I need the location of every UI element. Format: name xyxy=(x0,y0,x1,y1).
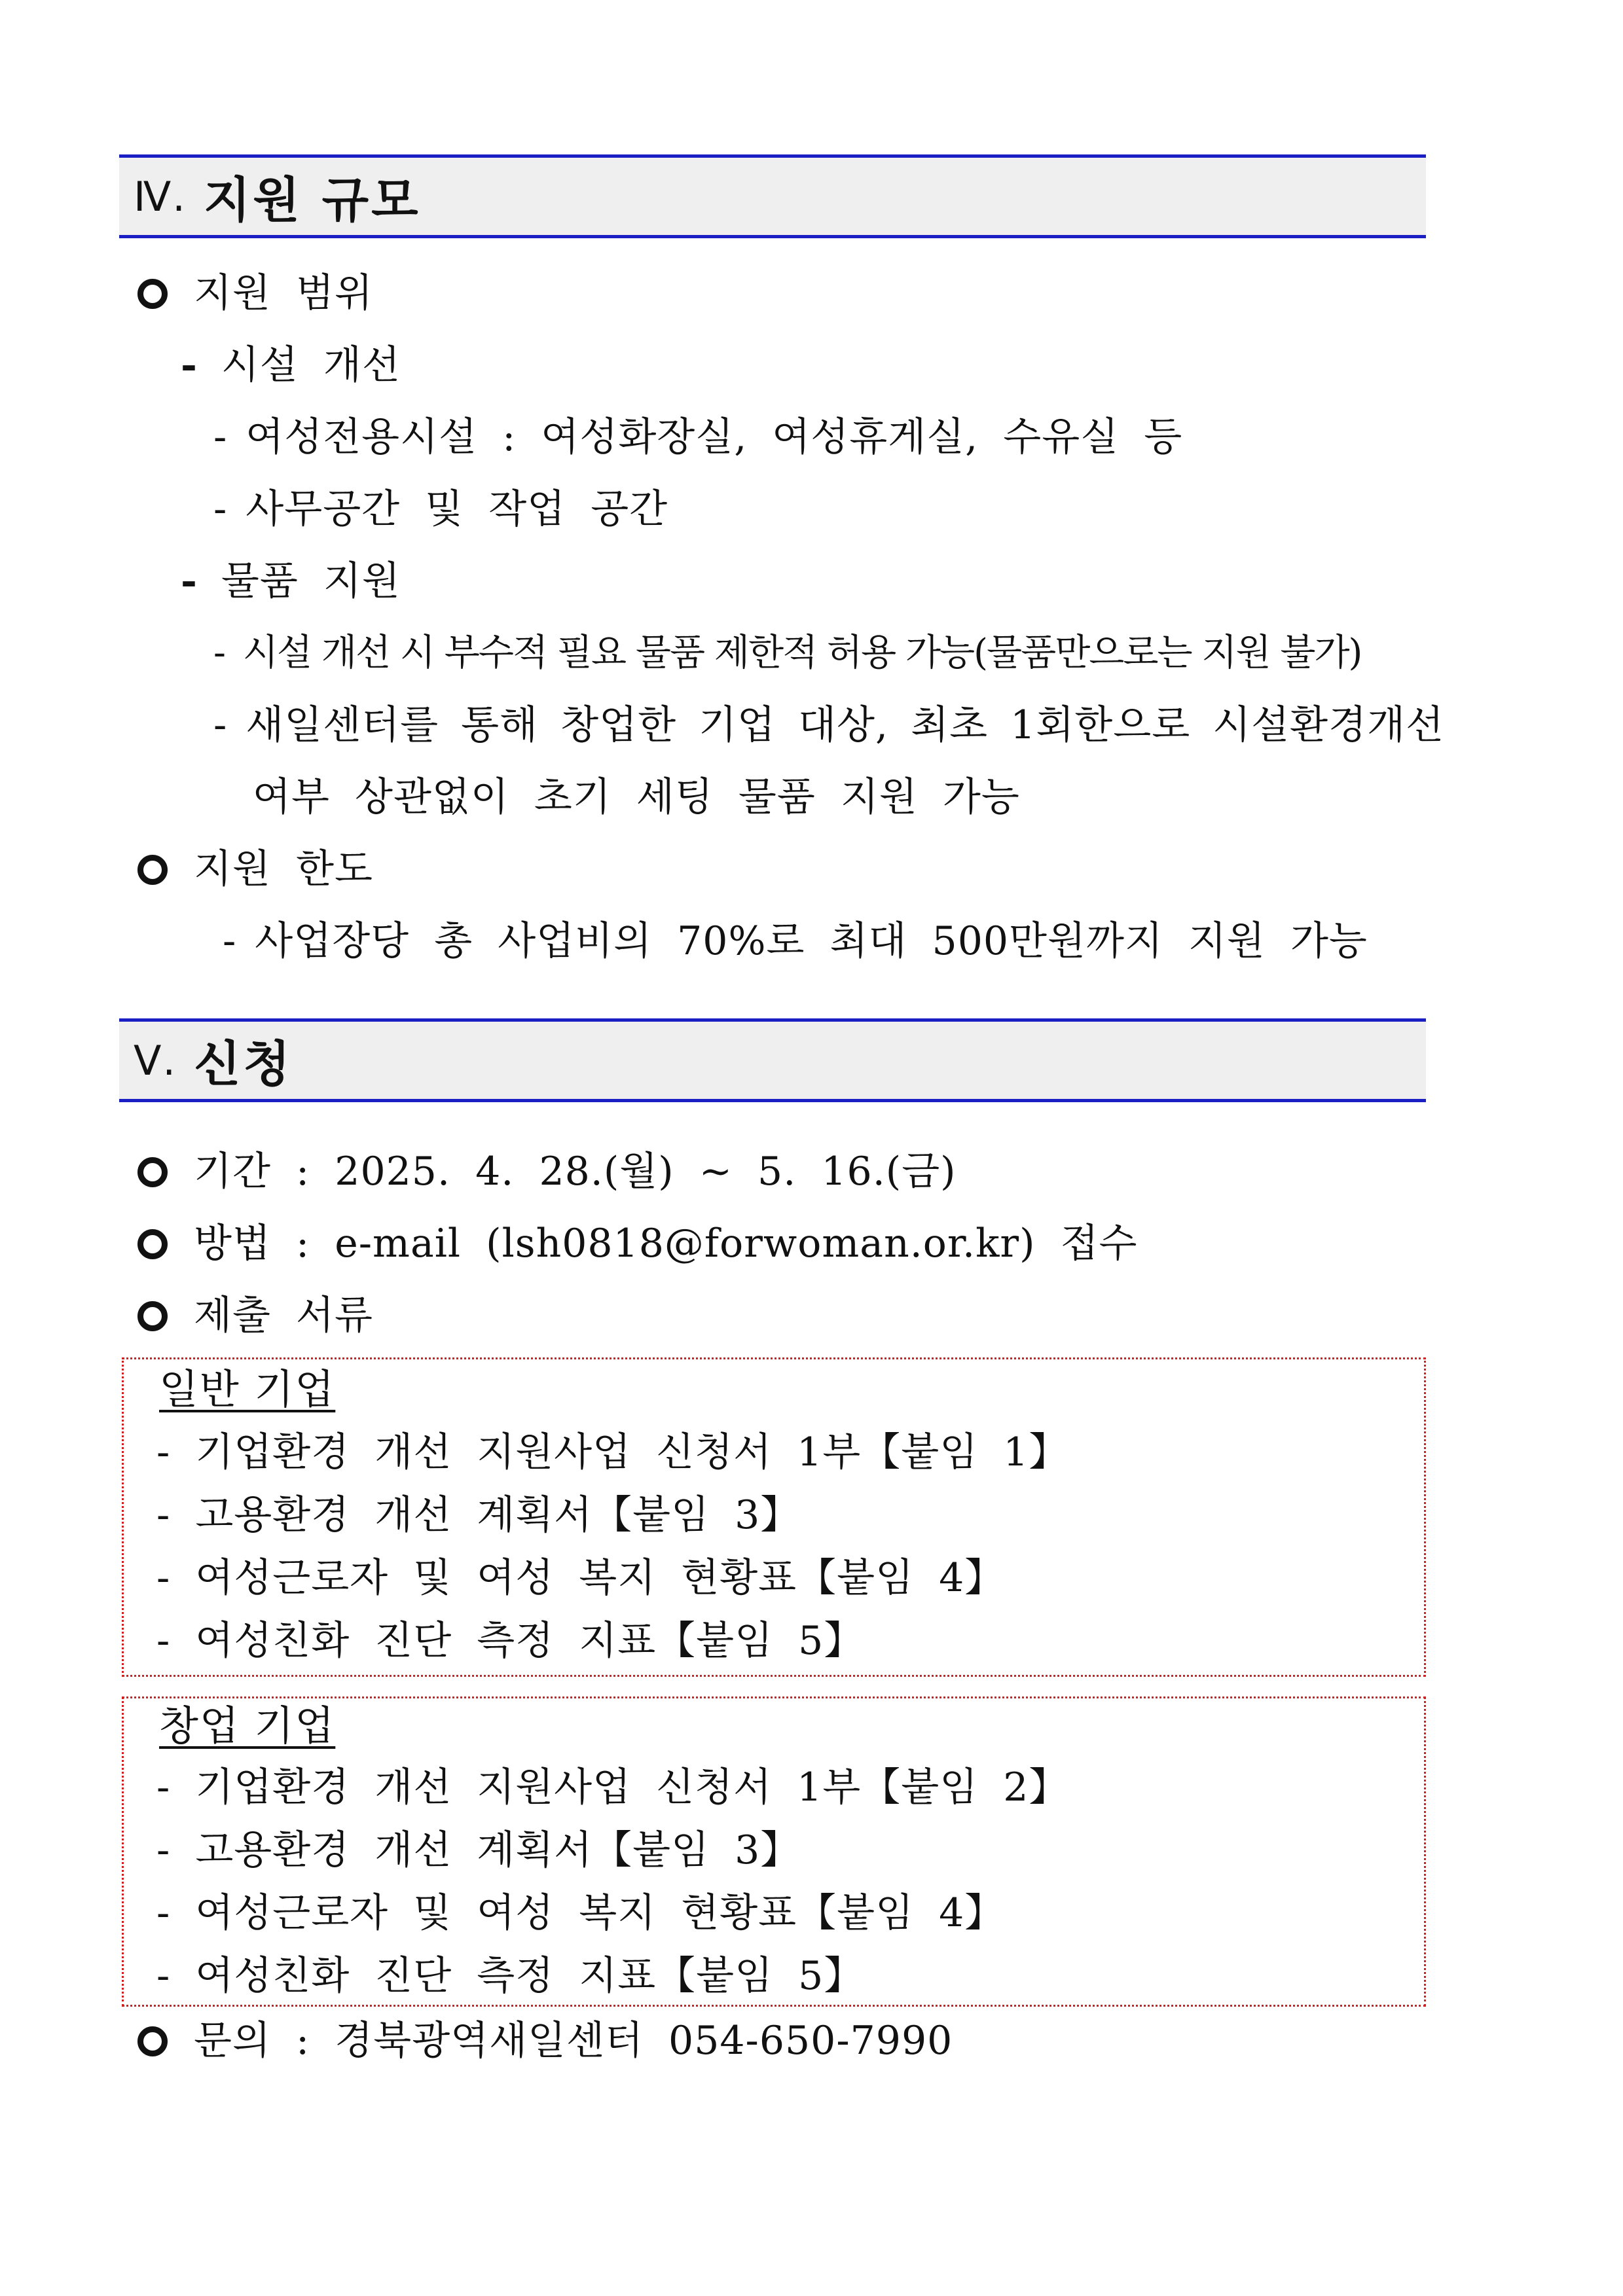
limit-heading xyxy=(137,846,373,893)
general-document-item: - 고용환경 개선 계획서【붙임 3】 xyxy=(156,1492,801,1538)
general-company-box xyxy=(122,1357,1426,1677)
dash-icon: - xyxy=(213,414,228,460)
contact xyxy=(137,2017,953,2064)
facility-label-text: 시설 개선 xyxy=(221,342,401,388)
facility-item xyxy=(213,486,668,533)
limit-item-text: 사업장당 총 사업비의 70%로 최대 500만원까지 지원 가능 xyxy=(255,918,1368,964)
goods-item-text: 시설 개선 시 부수적 필요 물품 제한적 허용 가능(물품만으로는 지원 불가) xyxy=(242,632,1362,674)
goods-item xyxy=(213,702,1444,749)
startup-company-box xyxy=(122,1696,1426,2007)
dash-icon: - xyxy=(181,558,198,604)
section-4-title: 지원 규모 xyxy=(203,172,421,228)
goods-item-text: 여부 상관없이 초기 세팅 물품 지원 가능 xyxy=(253,774,1020,820)
goods-label xyxy=(181,558,401,605)
dash-icon: - xyxy=(213,486,228,532)
goods-item-continued xyxy=(253,774,1020,821)
scope-heading-text: 지원 범위 xyxy=(194,270,373,316)
dash-icon: - xyxy=(181,342,198,388)
facility-item-text: 여성전용시설 : 여성화장실, 여성휴게실, 수유실 등 xyxy=(246,414,1183,460)
section-5-header xyxy=(119,1018,1426,1102)
startup-document-item: - 기업환경 개선 지원사업 신청서 1부【붙임 2】 xyxy=(156,1765,1069,1810)
dash-icon: - xyxy=(213,632,225,674)
limit-item xyxy=(223,918,1368,965)
period-text: 기간 : 2025. 4. 28.(월) ~ 5. 16.(금) xyxy=(194,1149,957,1194)
documents-heading-text: 제출 서류 xyxy=(194,1293,373,1338)
section-4-header xyxy=(119,154,1426,238)
method-text: 방법 : e-mail (lsh0818@forwoman.or.kr) 접수 xyxy=(194,1221,1138,1266)
scope-heading xyxy=(137,270,373,317)
circle-bullet-icon xyxy=(137,1301,168,1331)
circle-bullet-icon xyxy=(137,855,168,885)
section-5-number: Ⅴ. xyxy=(134,1036,177,1085)
circle-bullet-icon xyxy=(137,1157,168,1187)
facility-label xyxy=(181,342,401,389)
section-4-number: Ⅳ. xyxy=(134,172,187,221)
contact-text: 문의 : 경북광역새일센터 054-650-7990 xyxy=(194,2018,953,2064)
startup-document-item: - 여성근로자 및 여성 복지 현황표【붙임 4】 xyxy=(156,1890,1005,1936)
limit-heading-text: 지원 한도 xyxy=(194,846,373,892)
facility-item-text: 사무공간 및 작업 공간 xyxy=(246,486,668,532)
circle-bullet-icon xyxy=(137,279,168,309)
general-company-title: 일반 기업 xyxy=(159,1365,336,1413)
goods-item-text: 새일센터를 통해 창업한 기업 대상, 최초 1회한으로 시설환경개선 xyxy=(246,702,1444,748)
goods-label-text: 물품 지원 xyxy=(221,558,401,604)
section-5-title: 신청 xyxy=(194,1036,293,1092)
general-document-item: - 여성친화 진단 측정 지표【붙임 5】 xyxy=(156,1618,864,1664)
startup-document-item: - 여성친화 진단 측정 지표【붙임 5】 xyxy=(156,1953,864,1999)
dash-icon: - xyxy=(223,918,237,964)
dash-icon: - xyxy=(213,702,228,748)
circle-bullet-icon xyxy=(137,1229,168,1259)
method xyxy=(137,1220,1138,1267)
startup-document-item: - 고용환경 개선 계획서【붙임 3】 xyxy=(156,1827,801,1873)
facility-item xyxy=(213,414,1182,461)
startup-company-title: 창업 기업 xyxy=(159,1702,336,1749)
general-document-item: - 기업환경 개선 지원사업 신청서 1부【붙임 1】 xyxy=(156,1429,1069,1475)
general-document-item: - 여성근로자 및 여성 복지 현황표【붙임 4】 xyxy=(156,1555,1005,1601)
circle-bullet-icon xyxy=(137,2026,168,2056)
period xyxy=(137,1148,957,1195)
goods-item xyxy=(213,630,1361,677)
documents-heading xyxy=(137,1292,373,1339)
